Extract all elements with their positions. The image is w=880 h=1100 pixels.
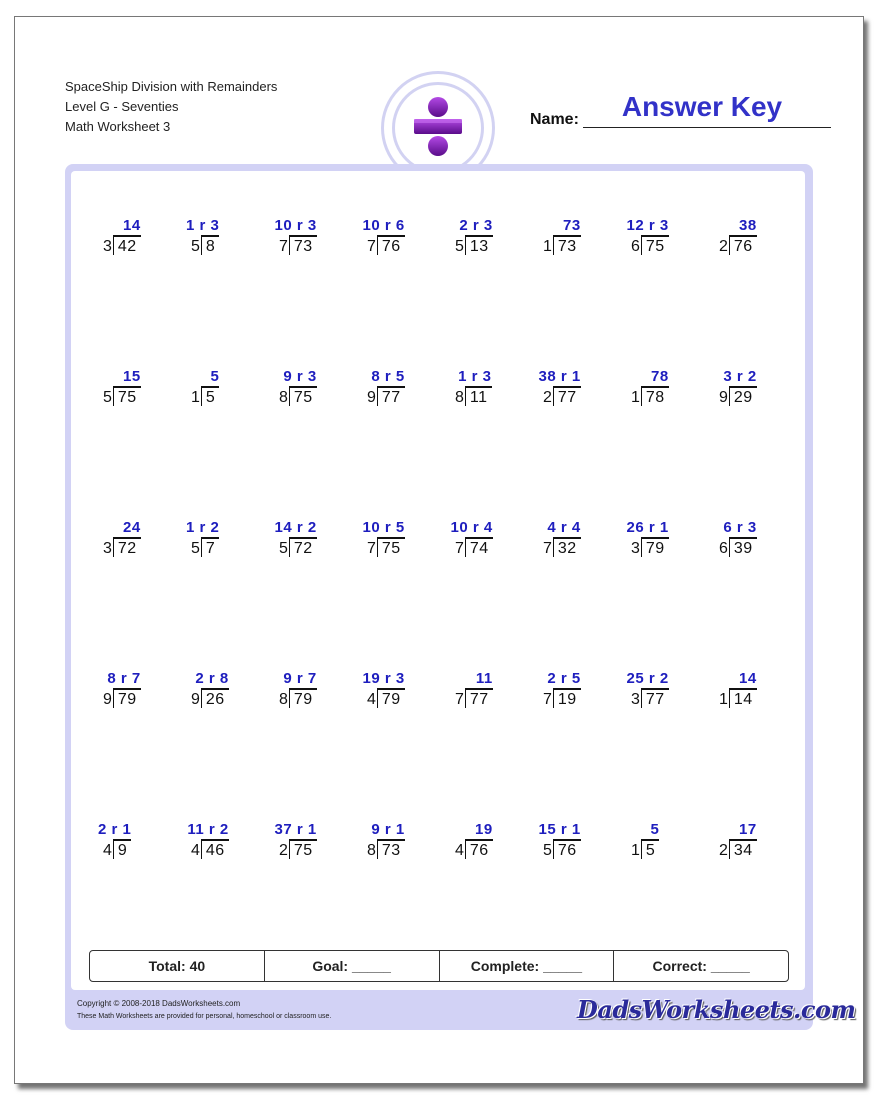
divisor: 9: [103, 691, 112, 708]
divisor: 7: [455, 691, 464, 708]
division-bar: [113, 386, 141, 388]
dividend: 76: [381, 238, 401, 255]
division-problem: [362, 670, 427, 720]
division-bar: [465, 386, 492, 388]
dividend: 39: [733, 540, 753, 557]
division-bar: [729, 386, 757, 388]
division-problem: [455, 670, 515, 720]
quotient-answer: 5: [210, 368, 220, 385]
dividend: 34: [733, 842, 753, 859]
division-bar: [201, 386, 219, 388]
name-line: [583, 127, 831, 128]
quotient-answer: 15 r 1: [538, 821, 581, 838]
division-problem: [631, 821, 691, 871]
dividend: 75: [117, 389, 137, 406]
division-bar: [641, 839, 659, 841]
division-problem: [97, 821, 163, 871]
division-problem: [543, 670, 603, 720]
division-bar: [289, 386, 317, 388]
division-bar: [465, 537, 493, 539]
division-bar: [377, 235, 405, 237]
dividend: 77: [381, 389, 401, 406]
division-bar: [641, 688, 669, 690]
dividend: 8: [205, 238, 216, 255]
division-bar: [729, 839, 757, 841]
dividend: 75: [381, 540, 401, 557]
division-bar: [553, 839, 581, 841]
divisor: 5: [543, 842, 552, 859]
usage-notice: These Math Worksheets are provided for personal, homeschool or classroom use.: [77, 1013, 332, 1020]
correct-cell: Correct: _____: [652, 958, 750, 974]
division-problem: [274, 821, 339, 871]
division-problem: [719, 368, 779, 418]
division-bar: [553, 235, 581, 237]
quotient-answer: 10 r 4: [450, 519, 493, 536]
dividend: 77: [469, 691, 489, 708]
dividend: 9: [117, 842, 128, 859]
divisor: 2: [543, 389, 552, 406]
divisor: 5: [455, 238, 464, 255]
quotient-answer: 24: [123, 519, 141, 536]
division-problem: [274, 519, 339, 569]
division-problem: [362, 217, 427, 267]
division-bar: [201, 235, 219, 237]
division-problem: [279, 670, 339, 720]
division-problem: [543, 217, 603, 267]
division-problem: [626, 217, 691, 267]
dividend: 73: [557, 238, 577, 255]
quotient-answer: 1 r 3: [185, 217, 220, 234]
dividend: 7: [205, 540, 216, 557]
division-bar: [289, 688, 317, 690]
division-problem: [187, 821, 251, 871]
quotient-answer: 1 r 3: [458, 368, 492, 385]
quotient-answer: 9 r 3: [283, 368, 317, 385]
divisor: 4: [191, 842, 200, 859]
division-bar: [641, 235, 669, 237]
division-bar: [465, 688, 493, 690]
division-bar: [553, 688, 581, 690]
divisor: 5: [191, 540, 200, 557]
quotient-answer: 19: [475, 821, 493, 838]
divisor: 4: [367, 691, 376, 708]
divisor: 7: [279, 238, 288, 255]
divisor: 3: [631, 540, 640, 557]
division-bar: [201, 839, 229, 841]
division-bar: [113, 235, 141, 237]
dividend: 19: [557, 691, 577, 708]
division-problem: [103, 368, 163, 418]
divisor: 7: [543, 691, 552, 708]
division-bar: [377, 537, 405, 539]
dividend: 79: [117, 691, 137, 708]
division-problem: [367, 821, 427, 871]
division-problem: [367, 368, 427, 418]
divisor: 7: [367, 238, 376, 255]
quotient-answer: 26 r 1: [626, 519, 669, 536]
goal-cell: Goal: _____: [265, 951, 440, 981]
division-problem: [631, 368, 691, 418]
division-problem: [185, 519, 251, 569]
dividend: 73: [381, 842, 401, 859]
dividend: 78: [645, 389, 665, 406]
quotient-answer: 3 r 2: [723, 368, 757, 385]
division-problem: [191, 670, 251, 720]
copyright-text: Copyright © 2008-2018 DadsWorksheets.com: [77, 999, 241, 1008]
division-bar: [465, 839, 493, 841]
dividend: 14: [733, 691, 753, 708]
divisor: 5: [103, 389, 112, 406]
brand-logo: DadsWorksheets.com: [577, 995, 856, 1024]
divisor: 3: [103, 238, 112, 255]
quotient-answer: 10 r 5: [362, 519, 405, 536]
name-label: Name:: [530, 111, 579, 128]
quotient-answer: 37 r 1: [274, 821, 317, 838]
division-problem: [103, 670, 163, 720]
dividend: 79: [293, 691, 313, 708]
division-problem: [274, 217, 339, 267]
division-problem: [185, 217, 251, 267]
divisor: 1: [543, 238, 552, 255]
dividend: 76: [557, 842, 577, 859]
quotient-answer: 4 r 4: [547, 519, 581, 536]
divisor: 1: [631, 842, 640, 859]
quotient-answer: 19 r 3: [362, 670, 405, 687]
dividend: 76: [469, 842, 489, 859]
division-problem: [450, 519, 515, 569]
divisor: 8: [367, 842, 376, 859]
division-bar: [113, 688, 141, 690]
division-bar: [729, 688, 757, 690]
dividend: 74: [469, 540, 489, 557]
division-problem: [719, 217, 779, 267]
quotient-answer: 10 r 3: [274, 217, 317, 234]
divisor: 8: [455, 389, 464, 406]
divisor: 6: [631, 238, 640, 255]
division-bar: [289, 235, 317, 237]
quotient-answer: 2 r 5: [547, 670, 581, 687]
division-problem: [362, 519, 427, 569]
divisor: 9: [191, 691, 200, 708]
dividend: 5: [205, 389, 216, 406]
divisor: 1: [191, 389, 200, 406]
dividend: 75: [293, 389, 313, 406]
divisor: 7: [455, 540, 464, 557]
dividend: 11: [469, 389, 488, 406]
dividend: 32: [557, 540, 577, 557]
answer-key-label: Answer Key: [621, 91, 783, 122]
division-problem: [455, 821, 515, 871]
divisor: 2: [719, 842, 728, 859]
dividend: 73: [293, 238, 313, 255]
division-bar: [377, 688, 405, 690]
division-bar: [641, 537, 669, 539]
division-bar: [641, 386, 669, 388]
divisor: 1: [631, 389, 640, 406]
division-problem: [538, 821, 603, 871]
worksheet-level: Level G - Seventies: [65, 99, 179, 114]
division-problem: [191, 368, 251, 418]
worksheet-page: [14, 16, 864, 1084]
quotient-answer: 15: [123, 368, 141, 385]
dividend: 72: [117, 540, 137, 557]
divisor: 4: [103, 842, 112, 859]
quotient-answer: 2 r 1: [97, 821, 132, 838]
problems-area: [71, 171, 805, 990]
quotient-answer: 11: [475, 670, 493, 687]
worksheet-number: Math Worksheet 3: [65, 119, 171, 134]
quotient-answer: 8 r 5: [371, 368, 405, 385]
quotient-answer: 25 r 2: [626, 670, 669, 687]
dividend: 13: [469, 238, 489, 255]
quotient-answer: 9 r 1: [371, 821, 405, 838]
quotient-answer: 38: [739, 217, 757, 234]
divisor: 1: [719, 691, 728, 708]
division-problem: [538, 368, 603, 418]
dividend: 26: [205, 691, 225, 708]
quotient-answer: 14: [123, 217, 141, 234]
quotient-answer: 5: [650, 821, 660, 838]
division-sign-icon: [395, 85, 481, 171]
division-bar: [289, 839, 317, 841]
division-bar: [201, 537, 219, 539]
quotient-answer: 2 r 8: [195, 670, 229, 687]
problems-panel: [65, 164, 813, 1030]
division-problem: [543, 519, 603, 569]
divisor: 2: [719, 238, 728, 255]
division-problem: [719, 519, 779, 569]
division-bar: [377, 839, 405, 841]
quotient-answer: 2 r 3: [459, 217, 493, 234]
division-problem: [279, 368, 339, 418]
quotient-answer: 17: [739, 821, 757, 838]
division-problem: [626, 670, 691, 720]
divisor: 7: [367, 540, 376, 557]
dividend: 46: [205, 842, 225, 859]
divisor: 9: [367, 389, 376, 406]
quotient-answer: 9 r 7: [283, 670, 317, 687]
quotient-answer: 12 r 3: [626, 217, 669, 234]
total-cell: Total: 40: [90, 951, 265, 981]
division-bar: [729, 235, 757, 237]
division-bar: [113, 537, 141, 539]
quotient-answer: 14: [739, 670, 757, 687]
divisor: 8: [279, 389, 288, 406]
divisor: 8: [279, 691, 288, 708]
quotient-answer: 8 r 7: [107, 670, 141, 687]
division-problem: [455, 368, 515, 418]
division-problem: [719, 821, 779, 871]
division-bar: [729, 537, 757, 539]
division-problem: [626, 519, 691, 569]
divisor: 9: [719, 389, 728, 406]
quotient-answer: 78: [651, 368, 669, 385]
quotient-answer: 10 r 6: [362, 217, 405, 234]
divisor: 5: [279, 540, 288, 557]
division-bar: [553, 537, 581, 539]
score-bar: [89, 950, 789, 982]
quotient-answer: 73: [563, 217, 581, 234]
divisor: 2: [279, 842, 288, 859]
division-bar: [289, 537, 317, 539]
division-bar: [113, 839, 131, 841]
divisor: 5: [191, 238, 200, 255]
division-bar: [553, 386, 581, 388]
complete-cell: Complete: _____: [440, 951, 615, 981]
division-bar: [465, 235, 493, 237]
divisor: 3: [631, 691, 640, 708]
dividend: 72: [293, 540, 313, 557]
division-problem: [455, 217, 515, 267]
division-problem: [103, 217, 163, 267]
dividend: 29: [733, 389, 753, 406]
dividend: 77: [645, 691, 665, 708]
quotient-answer: 1 r 2: [185, 519, 220, 536]
dividend: 75: [293, 842, 313, 859]
division-problem: [103, 519, 163, 569]
quotient-answer: 14 r 2: [274, 519, 317, 536]
division-bar: [377, 386, 405, 388]
dividend: 76: [733, 238, 753, 255]
divisor: 6: [719, 540, 728, 557]
dividend: 79: [645, 540, 665, 557]
division-problem: [719, 670, 779, 720]
dividend: 77: [557, 389, 577, 406]
divisor: 7: [543, 540, 552, 557]
quotient-answer: 11 r 2: [187, 821, 229, 838]
dividend: 42: [117, 238, 137, 255]
dividend: 75: [645, 238, 665, 255]
dividend: 5: [645, 842, 656, 859]
quotient-answer: 38 r 1: [538, 368, 581, 385]
worksheet-title: SpaceShip Division with Remainders: [65, 79, 278, 94]
dividend: 79: [381, 691, 401, 708]
divisor: 3: [103, 540, 112, 557]
quotient-answer: 6 r 3: [723, 519, 757, 536]
division-bar: [201, 688, 229, 690]
divisor: 4: [455, 842, 464, 859]
